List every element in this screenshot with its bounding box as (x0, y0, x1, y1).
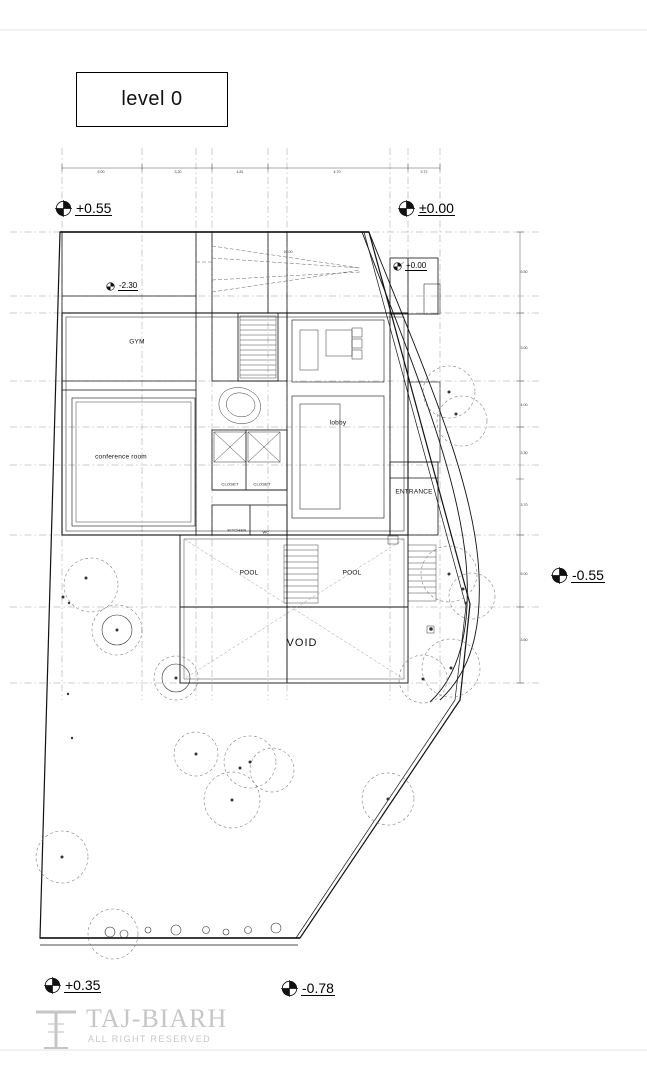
dimension-right-2: 3.00 (520, 346, 528, 350)
dimension-top-1: 5.00 (97, 170, 105, 174)
room-label-lobby: lobby (329, 419, 347, 427)
level-symbol-icon (398, 200, 415, 217)
level-value: ±0.00 (419, 199, 454, 216)
dimension-top-2: 3.30 (174, 170, 182, 174)
site-boundary (40, 232, 470, 938)
room-label-gym: GYM (129, 338, 145, 346)
level-marker-bottom-mid (281, 980, 335, 997)
grid-axes (10, 148, 540, 700)
sheet-title-box (76, 72, 228, 127)
room-label-conference-room: conference room (95, 453, 147, 461)
level-marker-interior-gym (106, 282, 138, 291)
dimension-right-7: 3.60 (520, 638, 528, 642)
room-label-void: VOID (286, 637, 318, 649)
dimension-right-1: 5.50 (520, 270, 528, 274)
dimension-right-4: 3.30 (520, 451, 528, 455)
dimension-top-5: 3.72 (420, 170, 428, 174)
dimension-right-6: 5.00 (520, 572, 528, 576)
level-symbol-icon (106, 282, 115, 291)
level-value: -0.55 (572, 566, 604, 583)
sheet-title: level 0 (121, 88, 183, 110)
dimension-chain-right (516, 232, 524, 683)
furniture (300, 328, 362, 370)
watermark-name: TAJ-BIARH (86, 1004, 228, 1033)
level-marker-bottom-left (44, 977, 101, 994)
level-value: -0.78 (302, 979, 334, 996)
level-symbol-icon (551, 567, 568, 584)
level-symbol-icon (281, 980, 298, 997)
stairs (240, 316, 436, 603)
level-marker-right (551, 567, 605, 584)
tree-trunks (61, 391, 468, 859)
room-label-entrance: ENTRANCE (395, 488, 433, 496)
dimension-interior-1: 10.00 (283, 250, 293, 254)
dimension-top-4: 4.70 (333, 170, 341, 174)
room-label-closet-2: CLOSET (253, 481, 271, 487)
driveway-curve (362, 232, 479, 702)
level-value: +0.35 (65, 976, 101, 993)
watermark-rights: ALL RIGHT RESERVED (88, 1034, 212, 1044)
dimension-top-3: 4.81 (236, 170, 244, 174)
room-label-pool-right: POOL (342, 569, 362, 577)
interior-walls (62, 313, 440, 535)
level-value: +0.00 (406, 261, 427, 270)
level-symbol-icon (55, 200, 72, 217)
room-label-wc: WC (262, 529, 270, 535)
building-outline (62, 313, 408, 535)
room-label-closet-1: CLOSET (221, 481, 239, 487)
level-symbol-icon (393, 262, 402, 271)
level-value: -2.30 (119, 281, 138, 290)
level-symbol-icon (44, 977, 61, 994)
level-marker-top-right (398, 200, 455, 217)
room-label-pool-left: POOL (239, 569, 259, 577)
dimension-right-3: 4.00 (520, 403, 528, 407)
level-marker-top-left (55, 200, 112, 217)
paving-circles (105, 923, 281, 938)
dimension-chain-top (62, 164, 440, 172)
level-marker-interior-roof (393, 262, 427, 271)
dimension-right-5: 3.70 (520, 503, 528, 507)
level-value: +0.55 (76, 199, 112, 216)
roof-projection-lines (196, 246, 360, 292)
room-label-kitchen: KITCHEN (227, 527, 247, 533)
